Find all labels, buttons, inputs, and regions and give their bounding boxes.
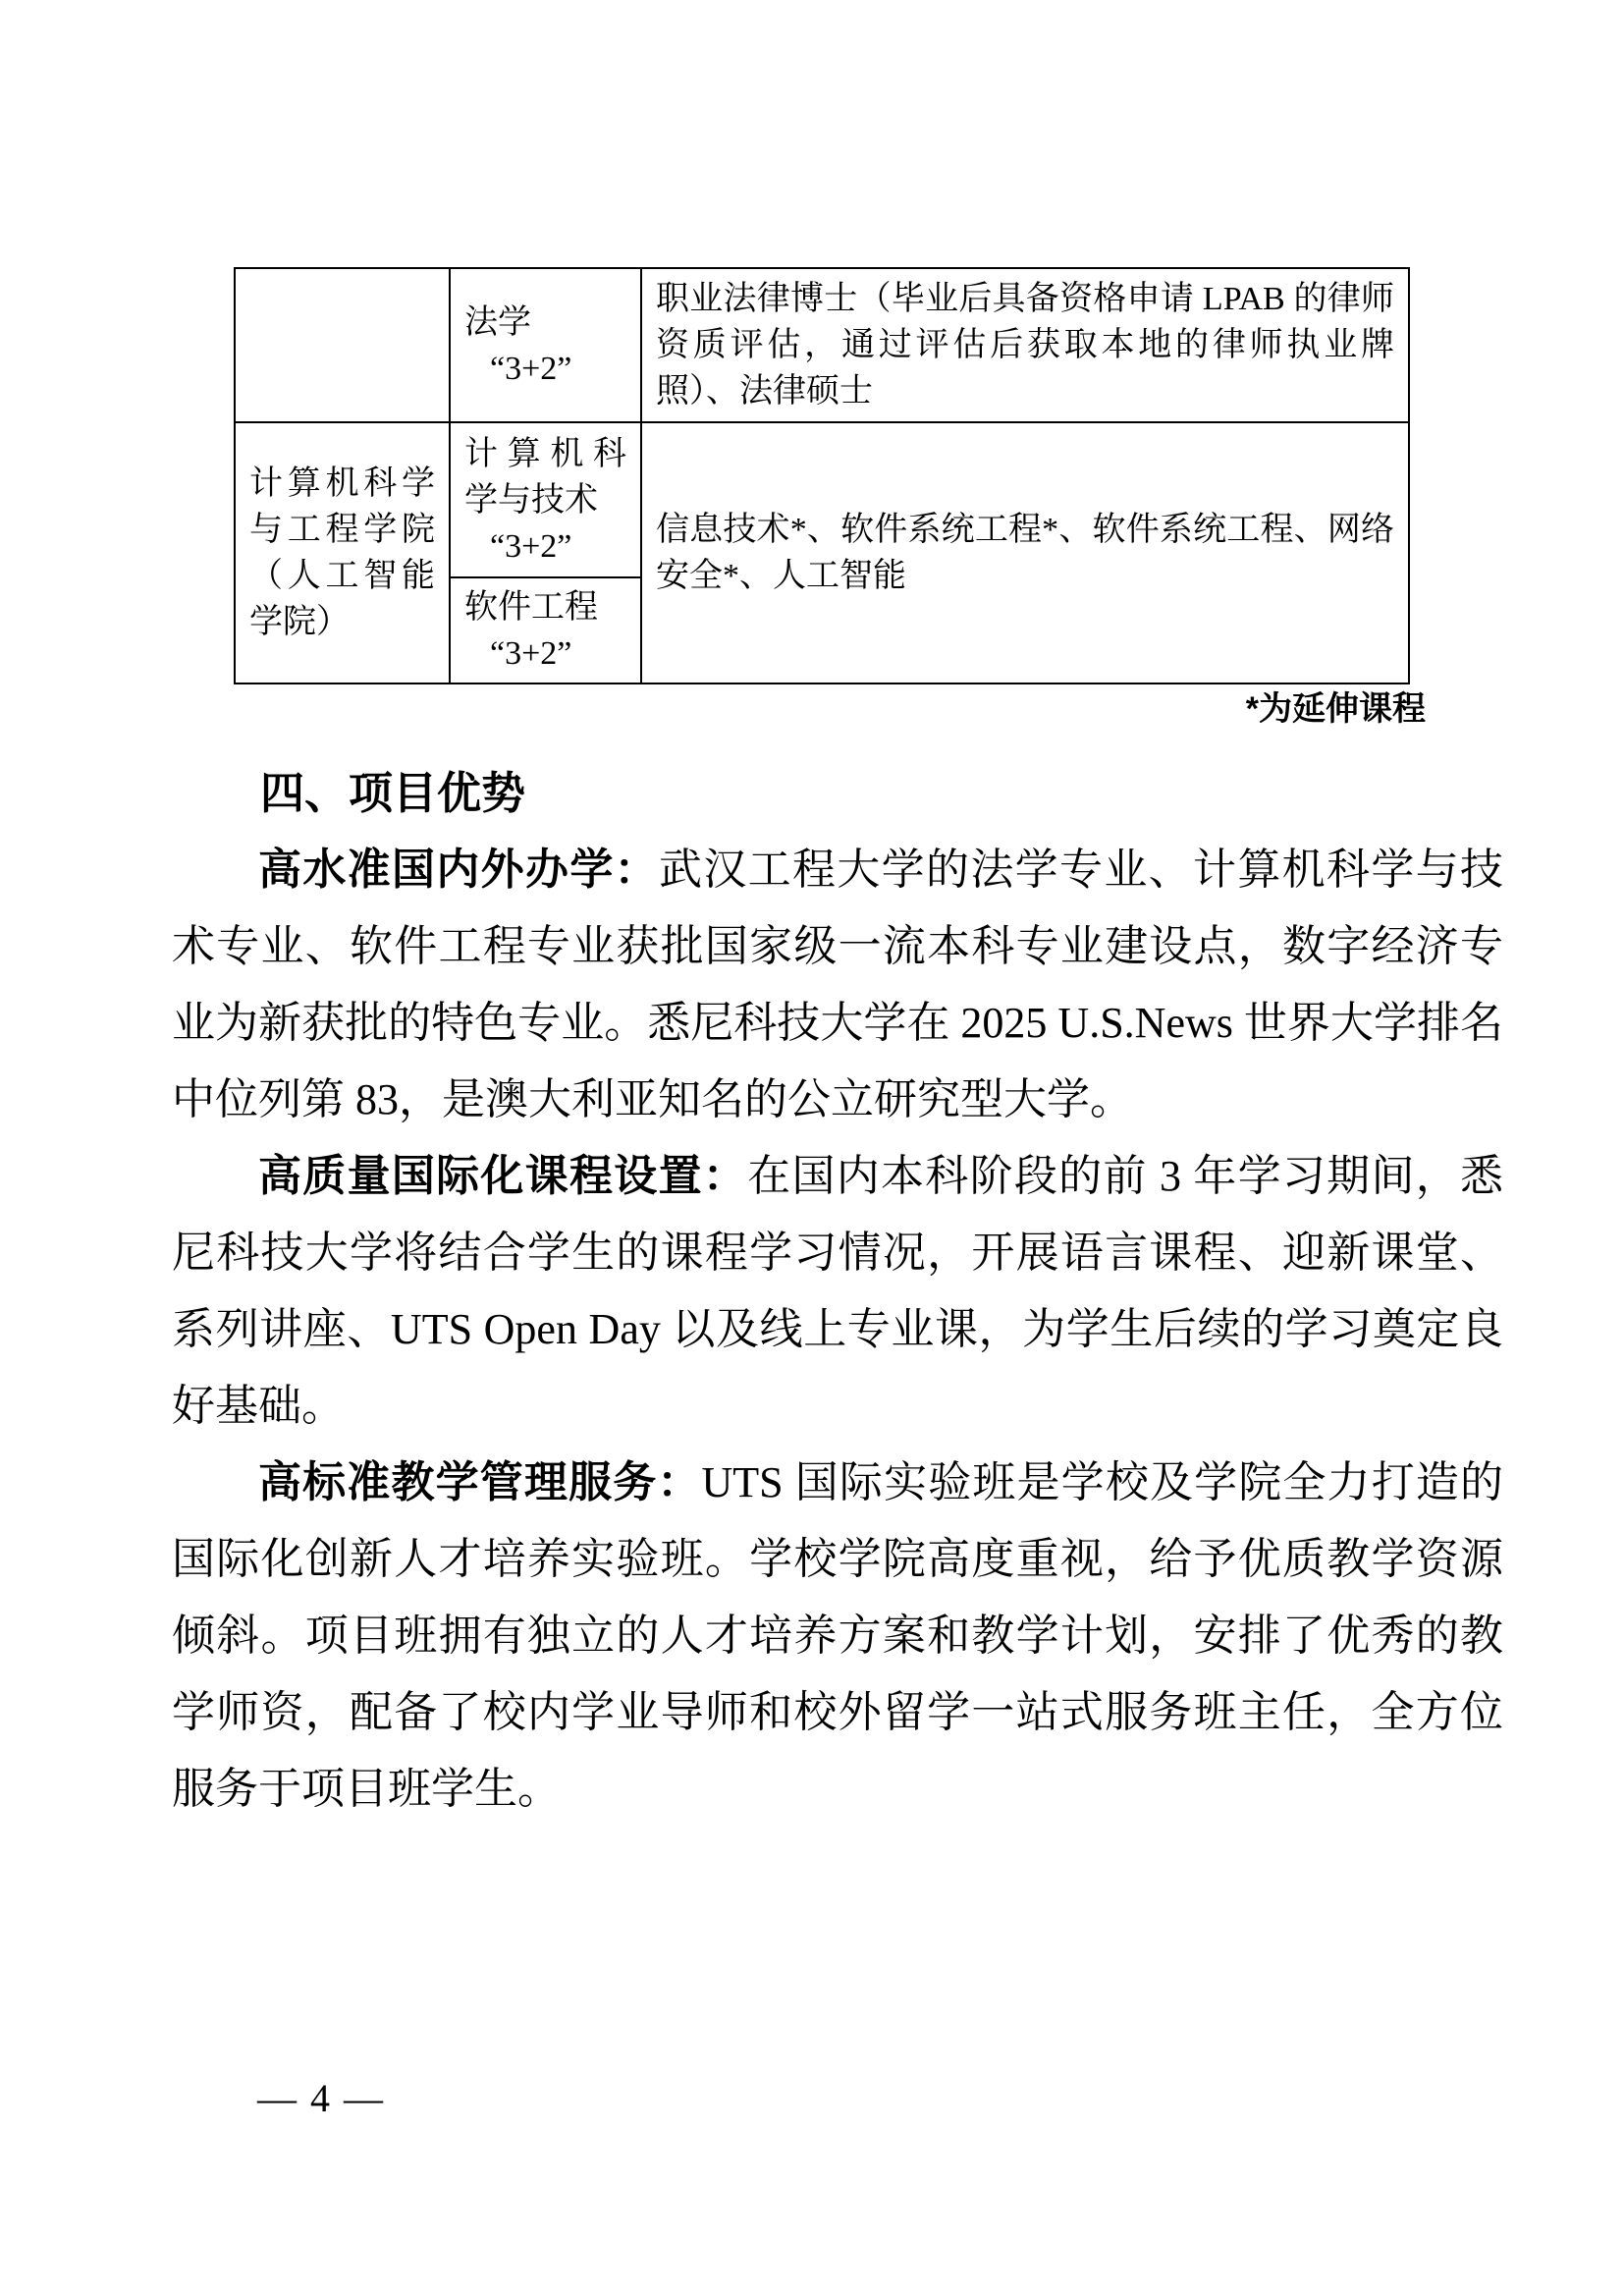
- paragraph-lead: 高水准国内外办学：: [258, 846, 659, 894]
- cell-college-empty: [235, 268, 450, 422]
- paragraph-lead: 高质量国际化课程设置：: [258, 1152, 748, 1200]
- paragraph-text: 武汉工程大学的法学专业、计算机科学与技术专业、软件工程专业获批国家级一流本科专业建设点，数字经济专业为新获批的特色专业。悉尼科技大学在 2025 U.S.News 世界大学排名中位列第 83，是澳大利亚知名的公立研究型大学。: [172, 846, 1503, 1123]
- major-name: 软件工程: [464, 589, 598, 626]
- major-mode: “3+2”: [490, 527, 572, 565]
- paragraph: [172, 832, 1503, 1138]
- paragraph: [172, 1138, 1503, 1445]
- cell-major-cs: [450, 422, 641, 577]
- page-number: — 4 —: [257, 2076, 385, 2120]
- paragraph-lead: 高标准教学管理服务：: [258, 1458, 702, 1506]
- cell-programs-law: 职业法律博士（毕业后具备资格申请 LPAB 的律师资质评估，通过评估后获取本地的律师执业牌照）、法律硕士: [641, 268, 1409, 422]
- document-body: [172, 755, 1503, 1828]
- major-mode: “3+2”: [490, 635, 572, 672]
- major-mode: “3+2”: [490, 350, 572, 387]
- major-name: 法学: [464, 303, 531, 341]
- paragraph: [172, 1445, 1503, 1828]
- programs-table: [234, 267, 1410, 684]
- paragraph-text: UTS 国际实验班是学校及学院全力打造的国际化创新人才培养实验班。学校学院高度重视，给予优质教学资源倾斜。项目班拥有独立的人才培养方案和教学计划，安排了优秀的教学师资，配备了校内学业导师和校外留学一站式服务班主任，全方位服务于项目班学生。: [172, 1458, 1504, 1813]
- cell-major-se: [450, 577, 641, 683]
- paragraph-text: 在国内本科阶段的前 3 年学习期间，悉尼科技大学将结合学生的课程学习情况，开展语言课程、迎新课堂、系列讲座、UTS Open Day 以及线上专业课，为学生后续的学习奠定良好基础。: [172, 1152, 1504, 1430]
- cell-programs-cs: 信息技术*、软件系统工程*、软件系统工程、网络安全*、人工智能: [641, 422, 1409, 683]
- table-row: [235, 422, 1409, 577]
- cell-college-cs: 计算机科学与工程学院（人工智能学院）: [235, 422, 450, 683]
- major-name: 计算机科学与技术: [464, 435, 626, 519]
- table-footnote: *为延伸课程: [1245, 690, 1426, 728]
- table-row: [235, 268, 1409, 422]
- section-heading: 四、项目优势: [260, 768, 526, 818]
- cell-major-law: [450, 268, 641, 422]
